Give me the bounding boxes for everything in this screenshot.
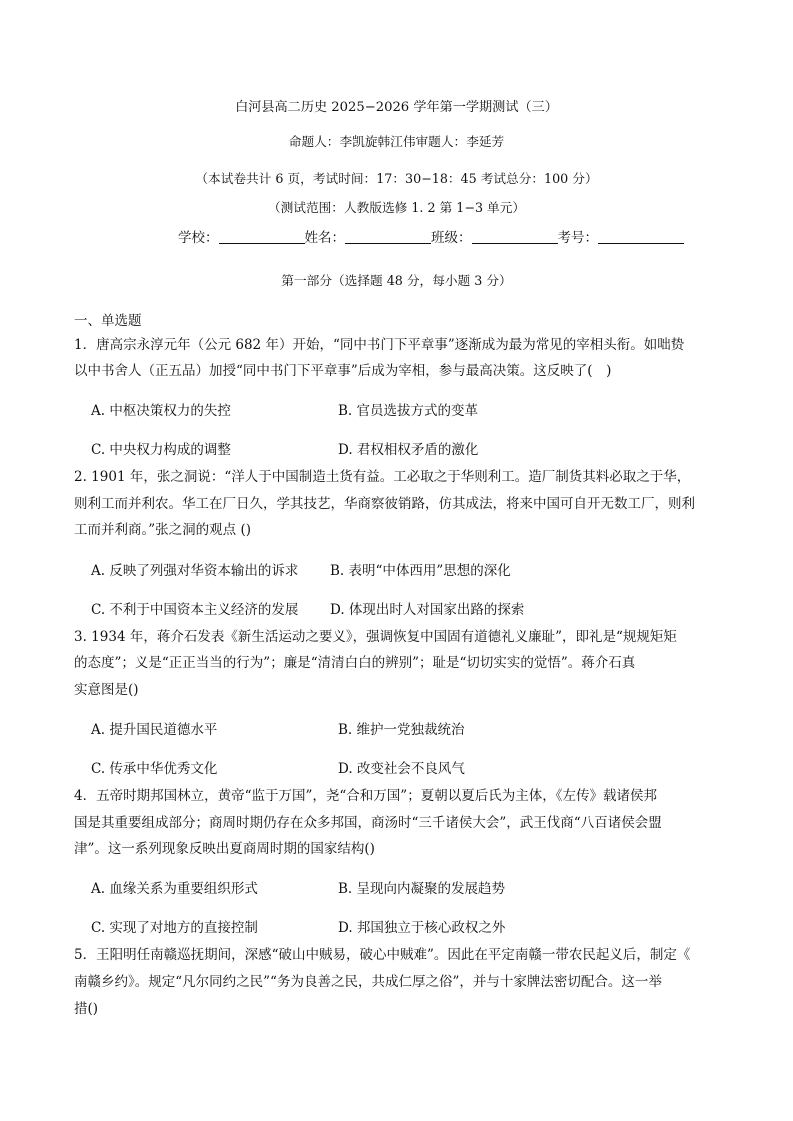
exam-no-field[interactable] (598, 229, 684, 244)
question-text-line: 工而并利商。”张之洞的观点 () (74, 522, 251, 538)
exam-title: 白河县高二历史 2025−2026 学年第一学期测试（三） (235, 100, 558, 115)
name-label: 姓名： (304, 230, 345, 246)
question-text-line: 1．唐高宗永淳元年（公元 682 年）开始，“同中书门下平章事”逐渐成为最为常见的宰相头衔。如咄贽 (74, 337, 685, 353)
exam-scope: （测试范围：人教版选修 1. 2 第 1−3 单元） (267, 200, 526, 215)
option-c[interactable]: C. 传承中华优秀文化 (91, 761, 218, 777)
option-b[interactable]: B. 表明“中体西用”思想的深化 (330, 563, 511, 579)
question-text-line: 津”。这一系列现象反映出夏商周时期的国家结构() (74, 841, 375, 857)
option-a[interactable]: A. 血缘关系为重要组织形式 (91, 881, 258, 897)
question-text-line: 2. 1901 年，张之洞说：“洋人于中国制造土货有益。工必取之于华则利工。造厂制货其料必取之于华， (74, 469, 691, 485)
part-heading: 第一部分（选择题 48 分，每小题 3 分） (281, 273, 512, 288)
student-info-line (178, 226, 684, 246)
question-text-line: 措() (74, 1001, 99, 1017)
option-c[interactable]: C. 实现了对地方的直接控制 (91, 920, 258, 936)
option-a[interactable]: A. 提升国民道德水平 (91, 722, 218, 738)
exam-no-label: 考号： (557, 230, 598, 246)
name-field[interactable] (345, 229, 431, 244)
option-a[interactable]: A. 中枢决策权力的失控 (91, 403, 231, 419)
class-field[interactable] (472, 229, 558, 244)
option-d[interactable]: D. 改变社会不良风气 (338, 761, 465, 777)
exam-authors: 命题人：李凯旋韩江伟审题人：李延芳 (288, 134, 505, 149)
question-text-line: 4．五帝时期邦国林立，黄帝“监于万国”，尧“合和万国”；夏朝以夏后氏为主体，《左传》载诸侯邦 (74, 788, 657, 804)
question-text-line: 则利工而并利农。华工在厂日久，学其技艺，华商察彼销路，仿其成法，将来中国可自开无数工厂，则利 (74, 496, 695, 512)
question-text-line: 实意图是() (74, 682, 139, 698)
question-text-line: 国是其重要组成部分；商周时期仍存在众多邦国，商汤时“三千诸侯大会”，武王伐商“八百诸侯会盟 (74, 815, 662, 831)
question-text-line: 3. 1934 年，蒋介石发表《新生活运动之要义》，强调恢复中国固有道德礼义廉耻”，即礼是“规规矩矩 (74, 629, 677, 645)
question-text-line: 南赣乡约》。规定“凡尔同约之民”“务为良善之民，共成仁厚之俗”，并与十家牌法密切配合。这一举 (74, 974, 662, 990)
option-b[interactable]: B. 维护一党独裁统治 (338, 722, 465, 738)
school-field[interactable] (219, 229, 305, 244)
section-heading: 一、单选题 (74, 313, 142, 329)
question-text-line: 5．王阳明任南赣巡抚期间，深感“破山中贼易，破心中贼难”。因此在平定南赣一带农民起义后，制定《 (74, 947, 691, 963)
option-d[interactable]: D. 体现出时人对国家出路的探索 (330, 602, 525, 618)
class-label: 班级： (431, 230, 472, 246)
option-a[interactable]: A. 反映了列强对华资本输出的诉求 (91, 563, 299, 579)
option-d[interactable]: D. 君权相权矛盾的激化 (338, 442, 479, 458)
exam-info: （本试卷共计 6 页，考试时间：17：30−18：45 考试总分：100 分） (195, 171, 598, 186)
option-b[interactable]: B. 官员选拔方式的变革 (338, 403, 479, 419)
question-text-line: 的态度”；义是“正正当当的行为”；廉是“清清白白的辨别”；耻是“切切实实的觉悟”。蒋介石真 (74, 655, 636, 671)
question-text-line: 以中书舍人（正五品）加授“同中书门下平章事”后成为宰相，参与最高决策。这反映了( ) (74, 363, 612, 379)
option-d[interactable]: D. 邦国独立于核心政权之外 (338, 920, 506, 936)
school-label: 学校： (178, 230, 219, 246)
option-c[interactable]: C. 中央权力构成的调整 (91, 442, 231, 458)
option-b[interactable]: B. 呈现向内凝聚的发展趋势 (338, 881, 506, 897)
option-c[interactable]: C. 不利于中国资本主义经济的发展 (91, 602, 299, 618)
